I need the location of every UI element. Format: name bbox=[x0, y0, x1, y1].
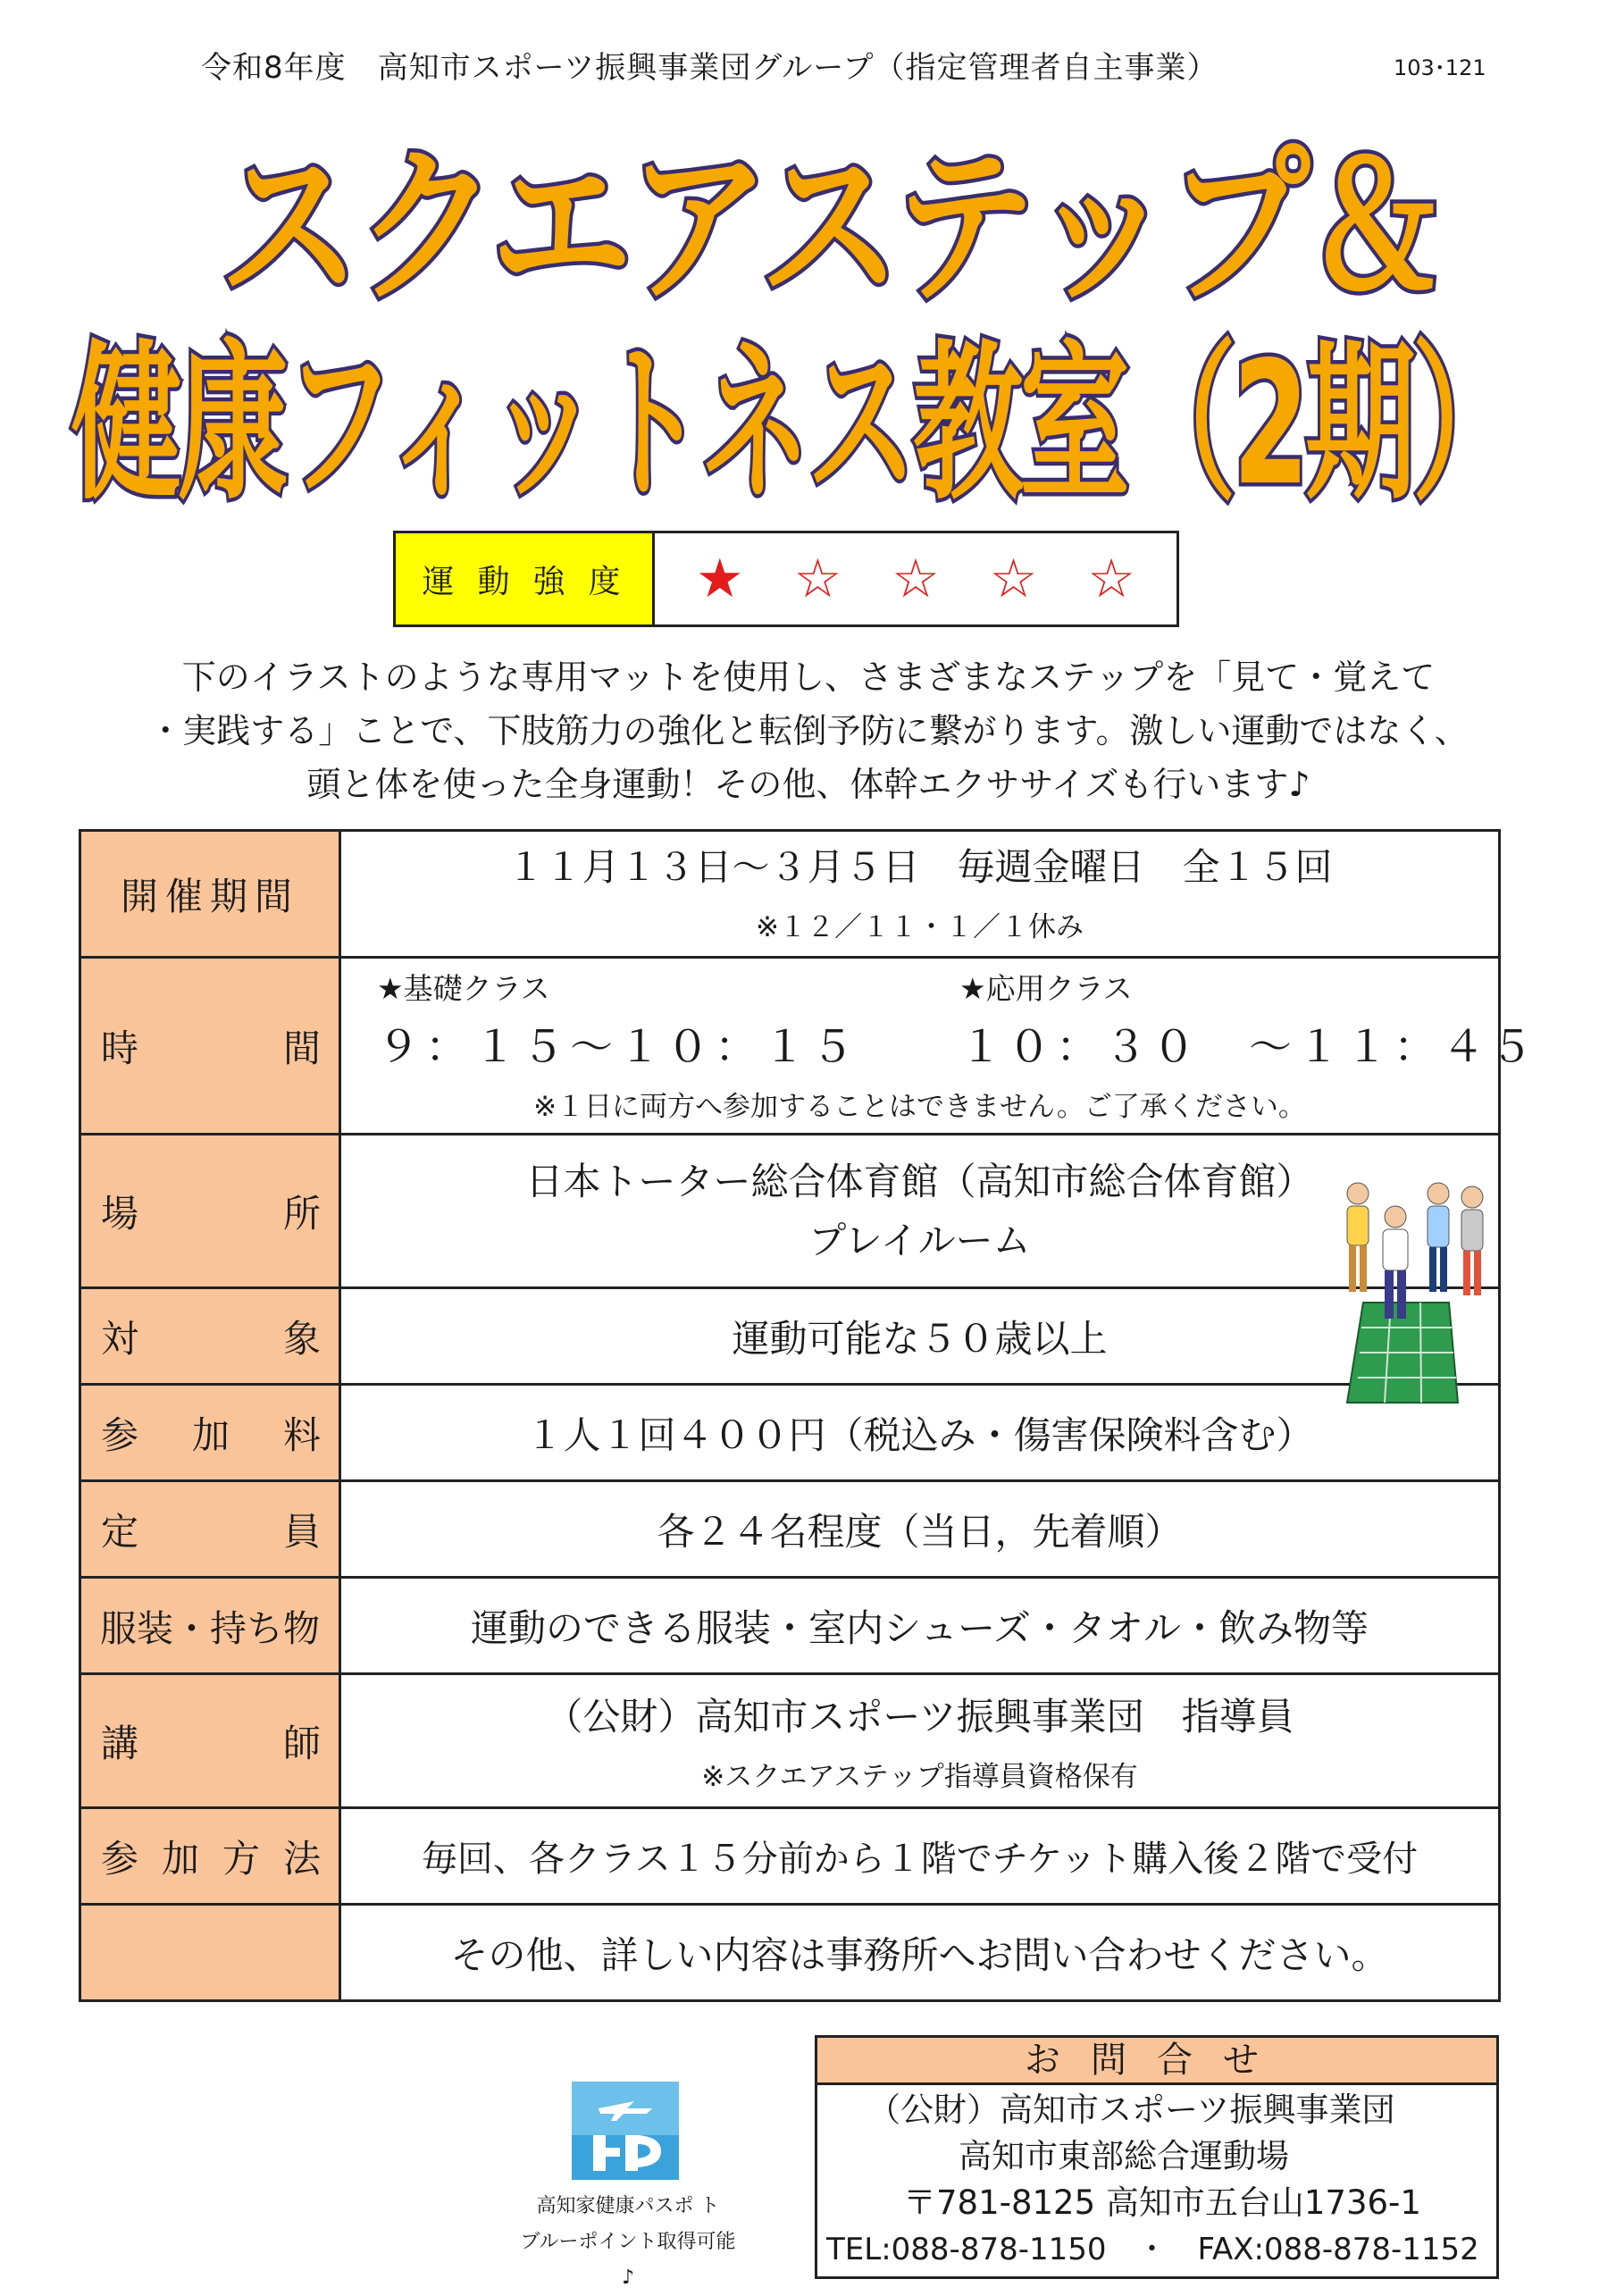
basic-class-label: ★基礎クラス bbox=[377, 970, 550, 1006]
contact-box bbox=[815, 2035, 1499, 2279]
table-row-time bbox=[80, 958, 1500, 1135]
label-method-char: 法 bbox=[282, 1836, 321, 1881]
star-icon: ★ bbox=[695, 548, 744, 610]
page-title bbox=[54, 107, 1563, 518]
star-icon: ☆ bbox=[1087, 548, 1136, 610]
label-instructor-b: 師 bbox=[282, 1721, 321, 1765]
table-row-instructor bbox=[80, 1674, 1500, 1808]
title-line-2: 健康フィットネス教室（2期） bbox=[71, 325, 1519, 518]
passport-caption bbox=[516, 2189, 740, 2296]
health-passport-logo bbox=[572, 2082, 679, 2180]
label-fee-char: 料 bbox=[282, 1412, 321, 1457]
applied-class-time: １０：３０ ～１１：４５ bbox=[959, 1021, 1539, 1072]
label-capacity-b: 員 bbox=[282, 1509, 321, 1554]
info-table bbox=[79, 829, 1539, 2002]
method-value: 毎回、各クラス１５分前から１階でチケット購入後２階で受付 bbox=[340, 1808, 1500, 1905]
star-icon: ☆ bbox=[892, 548, 940, 610]
table-row-fee bbox=[80, 1385, 1500, 1481]
table-row-place bbox=[80, 1135, 1500, 1288]
label-time-a: 時 bbox=[101, 1026, 139, 1070]
place-value-2: プレイルーム bbox=[808, 1218, 1031, 1262]
label-place-a: 場 bbox=[101, 1191, 139, 1236]
table-row-belongings bbox=[80, 1578, 1500, 1674]
table-row-target bbox=[80, 1288, 1500, 1385]
instructor-note: ※スクエアステップ指導員資格保有 bbox=[701, 1761, 1138, 1793]
contact-heading: お問合せ bbox=[817, 2038, 1496, 2085]
contact-phone-fax: TEL:088-878-1150 ・ FAX:088-878-1152 bbox=[826, 2232, 1479, 2267]
basic-class-time: ９：１５～１０：１５ bbox=[377, 1021, 860, 1072]
square-step-illustration bbox=[1340, 1169, 1492, 1410]
intensity-label: 運動強度 bbox=[396, 533, 655, 624]
label-period: 開催期間 bbox=[120, 874, 299, 918]
label-method bbox=[81, 1830, 339, 1883]
intro-text bbox=[80, 650, 1536, 811]
passport-caption-line-1: 高知家健康パスポ ト bbox=[536, 2195, 720, 2217]
intro-line: 頭と体を使った全身運動！その他、体幹エクササイズも行います♪ bbox=[306, 765, 1310, 804]
intensity-stars bbox=[655, 533, 1176, 624]
star-icon: ☆ bbox=[793, 548, 842, 610]
table-row-other bbox=[80, 1905, 1500, 2001]
fee-value: １人１回４００円（税込み・傷害保険料含む） bbox=[340, 1385, 1500, 1481]
intro-line: 下のイラストのような専用マットを使用し、さまざまなステップを「見て・覚えて bbox=[181, 658, 1436, 697]
other-value: その他、詳しい内容は事務所へお問い合わせください。 bbox=[340, 1905, 1500, 2001]
label-method-char: 参 bbox=[101, 1836, 139, 1881]
target-value: 運動可能な５０歳以上 bbox=[340, 1288, 1500, 1385]
label-capacity-a: 定 bbox=[101, 1509, 139, 1554]
header bbox=[0, 43, 1616, 96]
contact-venue: 高知市東部総合運動場 bbox=[959, 2137, 1289, 2175]
label-method-char: 加 bbox=[161, 1836, 199, 1881]
contact-organization: （公財）高知市スポーツ振興事業団 bbox=[867, 2091, 1395, 2129]
label-place-b: 所 bbox=[282, 1191, 321, 1236]
exercise-intensity bbox=[393, 531, 1179, 627]
label-method-char: 方 bbox=[222, 1836, 260, 1881]
time-note: ※１日に両方へ参加することはできません。ご了承ください。 bbox=[533, 1090, 1306, 1123]
capacity-value: 各２４名程度（当日，先着順） bbox=[340, 1481, 1500, 1578]
label-target-a: 対 bbox=[101, 1316, 139, 1361]
header-organization: 令和8年度 高知市スポーツ振興事業団グループ（指定管理者自主事業） bbox=[201, 50, 1218, 86]
belongings-value: 運動のできる服装・室内シューズ・タオル・飲み物等 bbox=[340, 1578, 1500, 1674]
header-code: 103･121 bbox=[1394, 55, 1486, 80]
label-target-b: 象 bbox=[282, 1316, 321, 1361]
label-fee-char: 参 bbox=[101, 1412, 139, 1457]
place-value-1: 日本トーター総合体育館（高知市総合体育館） bbox=[525, 1159, 1314, 1203]
label-time-b: 間 bbox=[282, 1026, 321, 1070]
label-fee bbox=[81, 1406, 339, 1460]
contact-address: 〒781-8125 高知市五台山1736-1 bbox=[903, 2183, 1421, 2222]
table-row-period bbox=[80, 831, 1500, 958]
title-line-1: スクエアステップ＆ bbox=[219, 129, 1443, 326]
period-note: ※１２／１１・１／１休み bbox=[756, 911, 1084, 943]
label-belongings: 服装・持ち物 bbox=[100, 1607, 320, 1650]
label-instructor-a: 講 bbox=[101, 1721, 139, 1765]
period-value: １１月１３日～３月５日 毎週金曜日 全１５回 bbox=[507, 845, 1333, 889]
star-icon: ☆ bbox=[989, 548, 1038, 610]
applied-class-label: ★応用クラス bbox=[959, 970, 1133, 1006]
label-fee-char: 加 bbox=[191, 1412, 230, 1457]
table-row-method bbox=[80, 1808, 1500, 1905]
instructor-value: （公財）高知市スポーツ振興事業団 指導員 bbox=[545, 1695, 1294, 1739]
passport-caption-line-2: ブルーポイント取得可能♪ bbox=[520, 2231, 736, 2289]
intro-line: ・実践する」ことで、下肢筋力の強化と転倒予防に繋がります。激しい運動ではなく、 bbox=[148, 711, 1469, 750]
table-row-capacity bbox=[80, 1481, 1500, 1578]
